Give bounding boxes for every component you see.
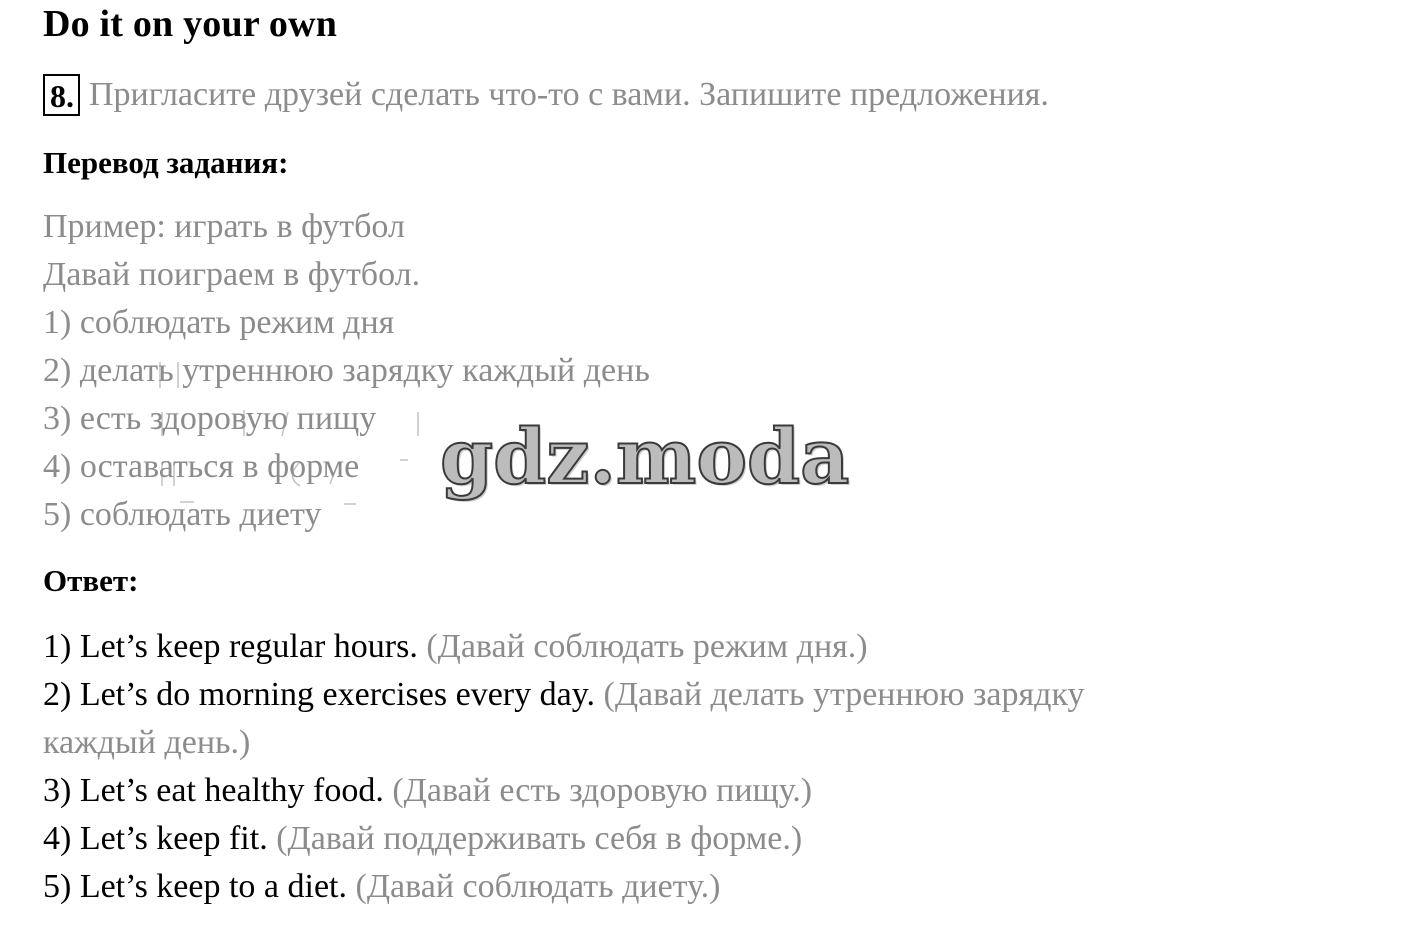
answer-russian: каждый день.) <box>43 724 251 761</box>
answer-english: 3) Let’s eat healthy food. <box>43 772 384 809</box>
answer-item <box>43 625 868 669</box>
answer-english: 5) Let’s keep to a diet. <box>43 868 348 905</box>
answer-english: 4) Let’s keep fit. <box>43 820 268 857</box>
answer-item <box>43 769 812 813</box>
answer-item <box>43 817 802 861</box>
task-number-badge: 8. <box>43 74 80 116</box>
translation-line: Пример: играть в футбол <box>43 208 405 245</box>
task-text: Пригласите друзей сделать что-то с вами. Запишите предложения. <box>89 76 1049 113</box>
answer-russian: (Давай поддерживать себя в форме.) <box>276 820 803 857</box>
translation-title: Перевод задания: <box>43 145 289 180</box>
answer-russian: (Давай есть здоровую пищу.) <box>392 772 813 809</box>
translation-line: Давай поиграем в футбол. <box>43 256 421 293</box>
task-row <box>43 72 1049 118</box>
answer-item <box>43 673 1085 717</box>
watermark-ghost-strokes <box>150 352 430 532</box>
answer-english: 2) Let’s do morning exercises every day. <box>43 676 596 713</box>
answer-russian: (Давай соблюдать диету.) <box>355 868 721 905</box>
answer-title: Ответ: <box>43 563 139 598</box>
answer-item <box>43 865 720 909</box>
answer-english: 1) Let’s keep regular hours. <box>43 628 418 665</box>
answer-russian: (Давай соблюдать режим дня.) <box>426 628 868 665</box>
translation-line: 5) соблюдать диету <box>43 496 322 533</box>
answer-russian: (Давай делать утреннюю зарядку <box>603 676 1085 713</box>
watermark: gdz.moda <box>440 412 850 501</box>
answer-item-continuation <box>43 721 250 765</box>
translation-line: 4) оставаться в форме <box>43 448 360 485</box>
translation-line: 1) соблюдать режим дня <box>43 304 395 341</box>
translation-line: 2) делать утреннюю зарядку каждый день <box>43 352 650 389</box>
translation-line: 3) есть здоровую пищу <box>43 400 377 437</box>
page-heading: Do it on your own <box>43 3 338 45</box>
